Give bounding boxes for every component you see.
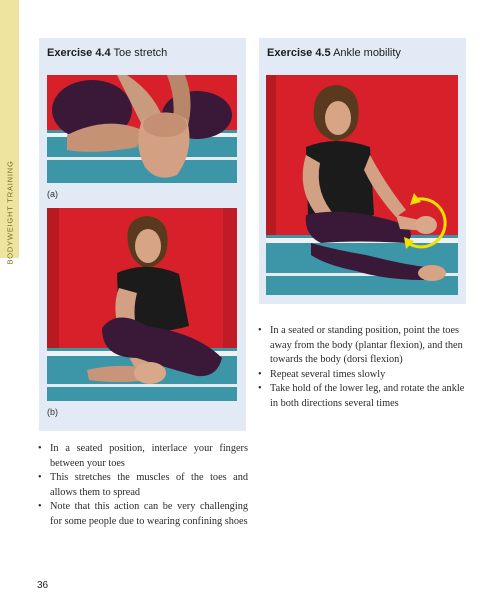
photo-b-caption: (b) bbox=[47, 407, 58, 417]
exercise-4-5-number: Exercise 4.5 bbox=[267, 47, 331, 59]
list-item: • This stretches the muscles of the toes and allows them to spread bbox=[36, 471, 248, 500]
exercise-4-4-title bbox=[47, 47, 167, 59]
exercise-4-5-instructions bbox=[256, 324, 471, 411]
exercise-4-4-instructions bbox=[36, 442, 248, 529]
list-item: • In a seated position, interlace your fingers between your toes bbox=[36, 442, 248, 471]
list-item: • Repeat several times slowly bbox=[256, 368, 471, 383]
ankle-mobility-photo bbox=[266, 75, 458, 295]
toe-stretch-photo-b bbox=[47, 208, 237, 401]
exercise-4-5-panel bbox=[259, 38, 466, 304]
exercise-4-5-name: Ankle mobility bbox=[333, 47, 401, 59]
photo-a-caption: (a) bbox=[47, 189, 58, 199]
exercise-4-5-title bbox=[267, 47, 401, 59]
exercise-4-4-number: Exercise 4.4 bbox=[47, 47, 111, 59]
exercise-4-4-name: Toe stretch bbox=[113, 47, 168, 59]
side-tab bbox=[0, 0, 19, 265]
list-item: • Take hold of the lower leg, and rotate the ankle in both directions several times bbox=[256, 382, 471, 411]
list-item: • Note that this action can be very challenging for some people due to wearing confining shoes bbox=[36, 500, 248, 529]
page-number: 36 bbox=[37, 580, 49, 591]
list-item: • In a seated or standing position, point the toes away from the body (plantar flexion), and then towards the body (dorsi flexion) bbox=[256, 324, 471, 368]
side-tab-label: BODYWEIGHT TRAINING bbox=[5, 160, 15, 265]
toe-stretch-photo-a bbox=[47, 75, 237, 183]
exercise-4-4-panel bbox=[39, 38, 246, 431]
